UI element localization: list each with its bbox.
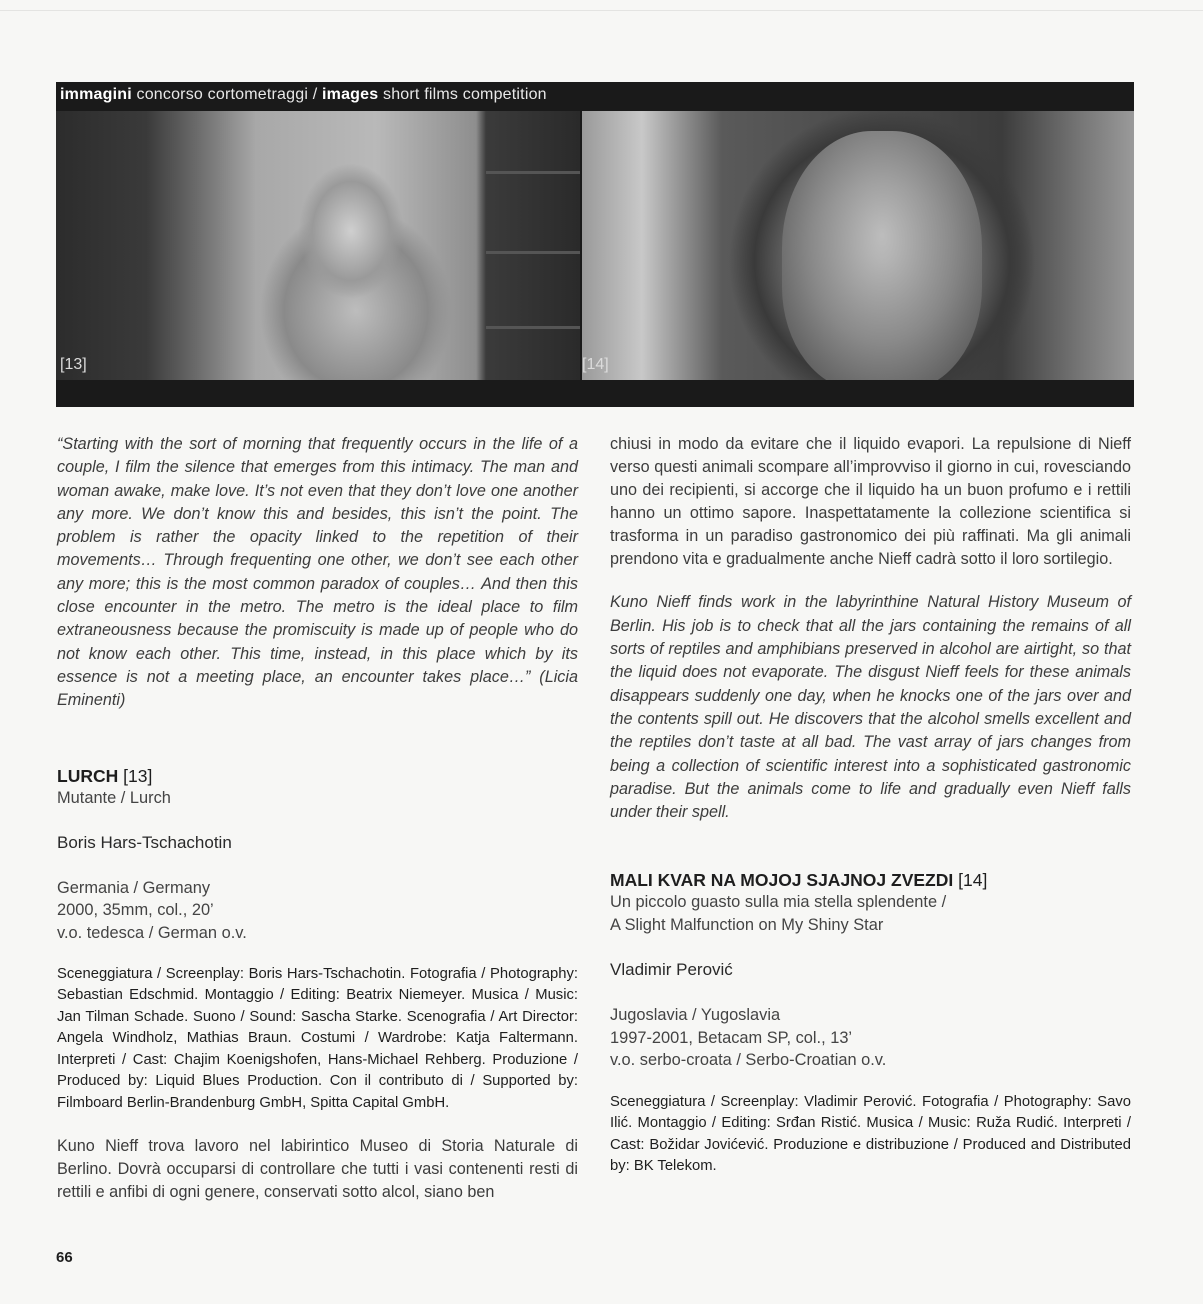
photo-label-13: [13] — [60, 356, 87, 373]
top-rule — [0, 10, 1203, 11]
caption-text-en: short films competition — [378, 86, 547, 103]
film-number: [14] — [953, 870, 988, 891]
film-specs: 2000, 35mm, col., 20’ — [57, 901, 214, 920]
shelf-line — [486, 251, 580, 254]
film-version: v.o. tedesca / German o.v. — [57, 923, 247, 942]
photo-label-14: [14] — [582, 356, 609, 373]
film-specs: 1997-2001, Betacam SP, col., 13’ — [610, 1028, 853, 1047]
caption-bold-images: images — [322, 86, 379, 103]
film-still-13 — [56, 111, 580, 380]
shelf-line — [486, 171, 580, 174]
page-number: 66 — [56, 1249, 73, 1266]
film-director: Boris Hars-Tschachotin — [57, 832, 232, 852]
caption-bold-immagini: immagini — [60, 86, 132, 103]
film-credits: Sceneggiatura / Screenplay: Boris Hars-Tschachotin. Fotografia / Photography: Sebastian Edschmid. Montaggio / Editing: Beatrix Niemeyer. Musica / Music: Jan Tilman Schade. Suono / Sound: Sascha Starke. Scenografia / Art Director: Angela Windholz, Mathias Braun. Costumi / Wardrobe: Katja Faltermann. Interpreti / Cast: Chajim Koenigshofen, Hans-Michael Rehberg. Produzione / Produced by: Liquid Blues Production. Con il contributo di / Supported by: Filmboard Berlin-Brandenburg GmbH, Spitta Capital GmbH. — [57, 966, 578, 1111]
portrait-figure — [782, 131, 982, 380]
synopsis-en: Kuno Nieff finds work in the labyrinthine Natural History Museum of Berlin. His job is to check that all the jars containing the remains of all sorts of reptiles and amphibians preserved in alcohol are airtight, so that the liquid does not evaporate. The disgust Nieff feels for these animals disappears suddenly one day, when he knocks one of the jars over and the contents spill out. He discovers that the alcohol smells excellent and the reptiles don’t taste at all bad. The vast array of jars changes from being a collection of scientific interest into a sophisticated gastronomic paradise. But the animals come to life and gradually even Nieff falls under their spell. — [610, 593, 1131, 822]
film-still-14 — [582, 111, 1134, 380]
film-country: Germania / Germany — [57, 878, 211, 897]
film-director: Vladimir Perović — [610, 960, 733, 980]
film-version: v.o. serbo-croata / Serbo-Croatian o.v. — [610, 1051, 887, 1070]
film-country: Jugoslavia / Yugoslavia — [610, 1006, 781, 1025]
film-title-13 — [57, 765, 578, 787]
shelf-line — [486, 326, 580, 329]
film-subtitle-it: Un piccolo guasto sulla mia stella splendente / — [610, 893, 947, 912]
image-banner — [56, 82, 1134, 407]
left-column — [57, 433, 578, 1204]
film-title-text: LURCH — [57, 765, 119, 786]
caption-text-it: concorso cortometraggi / — [131, 86, 323, 103]
synopsis-it-end: chiusi in modo da evitare che il liquido evapori. La repulsione di Nieff verso questi animali scompare all’improvviso il giorno in cui, rovesciando uno dei recipienti, si accorge che il liquido ha un buon profumo e i rettili hanno un ottimo sapore. Inaspettatamente la collezione scientifica si trasforma in un paradiso gastronomico dei più raffinati. Ma gli animali prendono vita e gradualmente anche Nieff cadrà sotto il loro sortilegio. — [610, 435, 1131, 568]
synopsis-it-start: Kuno Nieff trova lavoro nel labirintico Museo di Storia Naturale di Berlino. Dovrà occuparsi di controllare che tutti i vasi contenenti resti di rettili e anfibi di ogni genere, conservati sotto alcol, siano ben — [57, 1136, 578, 1201]
film-subtitle: Mutante / Lurch — [57, 788, 171, 807]
director-quote: “Starting with the sort of morning that frequently occurs in the life of a couple, I film the silence that emerges from this intimacy. The man and woman awake, make love. It’s not even that they don’t love one another any more. We don’t know this and besides, this isn’t the point. The problem is rather the opacity linked to the repetition of their movements… Through frequenting one other, we don’t see each other any more; this is the most common paradox of couples… And then this close encounter in the metro. The metro is the ideal place to film extraneousness because the promiscuity is made up of people who do not know each other. This time, instead, in this place which by its essence is not a meeting place, an encounter takes place…” (Licia Eminenti) — [57, 435, 578, 710]
film-credits: Sceneggiatura / Screenplay: Vladimir Perović. Fotografia / Photography: Savo Ilić. Montaggio / Editing: Srđan Ristić. Musica / Music: Ruža Rudić. Interpreti / Cast: Božidar Jovićević. Produzione e distribuzione / Produced and Distributed by: BK Telekom. — [610, 1093, 1131, 1175]
banner-caption — [60, 86, 547, 104]
right-column — [610, 433, 1131, 1178]
film-subtitle-en: A Slight Malfunction on My Shiny Star — [610, 916, 884, 935]
film-title-text: MALI KVAR NA MOJOJ SJAJNOJ ZVEZDI — [610, 870, 954, 891]
film-number: [13] — [118, 765, 153, 786]
film-title-14 — [610, 869, 1131, 891]
